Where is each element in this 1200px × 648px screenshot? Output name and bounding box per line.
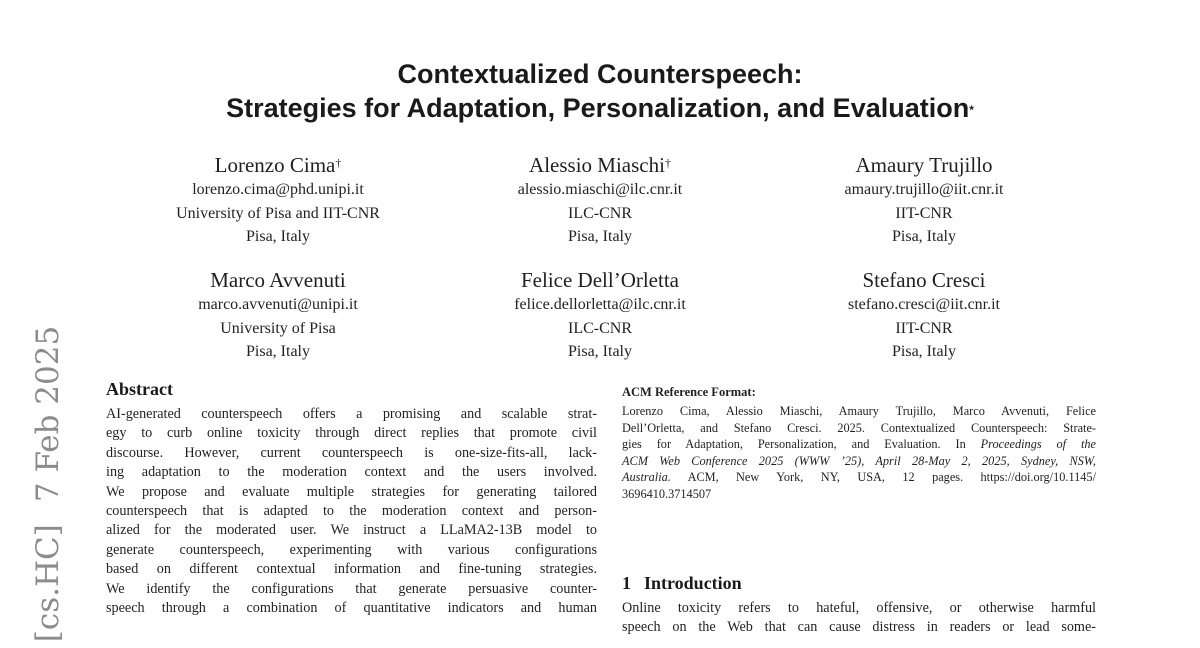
arxiv-stamp xyxy=(30,326,66,642)
author-location: Pisa, Italy xyxy=(892,343,956,360)
abstract-line: speech through a combination of quantitative indicators and human xyxy=(106,600,597,617)
author-name-text: Stefano Cresci xyxy=(862,268,986,292)
author-email: amaury.trujillo@iit.cnr.it xyxy=(844,181,1004,198)
author-affiliation: ILC-CNR xyxy=(568,204,632,222)
author-name-text: Amaury Trujillo xyxy=(855,153,993,177)
acm-reference-venue: ACM Web Conference 2025 (WWW ’25), April 28-May 2, 2025, Sydney, NSW, xyxy=(622,453,1096,468)
author-location: Pisa, Italy xyxy=(568,228,632,245)
acm-reference-text-plain: gies for Adaptation, Personalization, and Evaluation. In xyxy=(622,437,981,452)
author-email: alessio.miaschi@ilc.cnr.it xyxy=(517,181,683,198)
author-name-text: Marco Avvenuti xyxy=(210,268,346,292)
abstract-line: counterspeech that is adapted to the moderation context and person- xyxy=(106,503,597,520)
author-block xyxy=(430,267,770,364)
arxiv-date: 7 Feb 2025 xyxy=(30,325,66,503)
section-number: 1 xyxy=(622,573,631,593)
author-name xyxy=(108,267,448,293)
acm-reference-line xyxy=(622,453,1096,470)
introduction-heading xyxy=(622,572,1096,594)
abstract-line: We propose and evaluate multiple strategies for generating tailored xyxy=(106,483,597,500)
acm-reference-venue: Australia. xyxy=(622,470,671,485)
author-affiliation: IIT-CNR xyxy=(895,319,953,337)
author-block xyxy=(430,152,770,249)
abstract-line: discourse. However, current counterspeech is one-size-fits-all, lack- xyxy=(106,444,597,461)
author-affiliation: IIT-CNR xyxy=(895,204,953,222)
author-affiliation: University of Pisa and IIT-CNR xyxy=(176,204,380,222)
author-block xyxy=(108,267,448,364)
author-name xyxy=(754,267,1094,293)
title-line-2 xyxy=(100,91,1100,125)
author-email: marco.avvenuti@unipi.it xyxy=(198,296,358,313)
author-email: lorenzo.cima@phd.unipi.it xyxy=(192,181,364,198)
acm-reference-heading: ACM Reference Format: xyxy=(622,385,756,399)
paper-title xyxy=(100,57,1100,125)
author-name-text: Lorenzo Cima xyxy=(214,153,336,177)
acm-reference-section xyxy=(622,384,1096,503)
abstract-text xyxy=(106,405,597,618)
abstract-line: AI-generated counterspeech offers a promising and scalable strat- xyxy=(106,406,597,422)
introduction-line: speech on the Web that can cause distress in readers or lead some- xyxy=(622,619,1096,636)
author-location: Pisa, Italy xyxy=(892,228,956,245)
introduction-section xyxy=(622,572,1096,638)
author-name xyxy=(430,267,770,293)
author-location: Pisa, Italy xyxy=(568,343,632,360)
acm-reference-line: Lorenzo Cima, Alessio Miaschi, Amaury Trujillo, Marco Avvenuti, Felice xyxy=(622,404,1096,418)
author-location: Pisa, Italy xyxy=(246,228,310,245)
abstract-line: alized for the moderated user. We instruct a LLaMA2-13B model to xyxy=(106,522,597,539)
author-footnote-mark: † xyxy=(335,156,342,170)
title-footnote-mark: * xyxy=(969,103,974,117)
author-name-text: Felice Dell’Orletta xyxy=(520,268,679,292)
author-affiliation: University of Pisa xyxy=(220,319,336,337)
section-title: Introduction xyxy=(644,573,742,593)
author-block xyxy=(754,267,1094,364)
author-email: stefano.cresci@iit.cnr.it xyxy=(847,296,1000,313)
author-footnote-mark: † xyxy=(664,156,671,170)
title-line-1: Contextualized Counterspeech: xyxy=(397,59,803,89)
abstract-line: We identify the configurations that generate persuasive counter- xyxy=(106,580,597,597)
author-block xyxy=(108,152,448,249)
title-line-2-text: Strategies for Adaptation, Personalization, and Evaluation xyxy=(226,93,970,123)
introduction-text xyxy=(622,599,1096,638)
author-name xyxy=(430,152,770,178)
author-email: felice.dellorletta@ilc.cnr.it xyxy=(514,296,686,313)
author-name xyxy=(108,152,448,178)
author-name-text: Alessio Miaschi xyxy=(529,153,665,177)
abstract-line: based on different contextual information and fine-tuning strategies. xyxy=(106,561,597,578)
introduction-line: Online toxicity refers to hateful, offensive, or otherwise harmful xyxy=(622,600,1096,616)
acm-reference-line: 3696410.3714507 xyxy=(622,486,712,501)
acm-reference-venue: Proceedings of the xyxy=(980,437,1096,452)
abstract-heading: Abstract xyxy=(106,379,173,399)
abstract-line: ing adaptation to the moderation context and the users involved. xyxy=(106,464,597,481)
abstract-line: generate counterspeech, experimenting with various configurations xyxy=(106,541,597,558)
author-location: Pisa, Italy xyxy=(246,343,310,360)
acm-reference-line: Dell’Orletta, and Stefano Cresci. 2025. Contextualized Counterspeech: Strate- xyxy=(622,420,1096,435)
author-name xyxy=(754,152,1094,178)
acm-reference-publisher-doi: ACM, New York, NY, USA, 12 pages. https://doi.org/10.1145/ xyxy=(670,470,1096,485)
abstract-section xyxy=(106,378,597,618)
abstract-line: egy to curb online toxicity through direct replies that promote civil xyxy=(106,425,597,442)
acm-reference-line xyxy=(622,436,1096,453)
author-affiliation: ILC-CNR xyxy=(568,319,632,337)
acm-reference-line xyxy=(622,469,1096,486)
arxiv-category: [cs.HC] xyxy=(30,524,66,643)
acm-reference-text xyxy=(622,403,1096,503)
author-block xyxy=(754,152,1094,249)
